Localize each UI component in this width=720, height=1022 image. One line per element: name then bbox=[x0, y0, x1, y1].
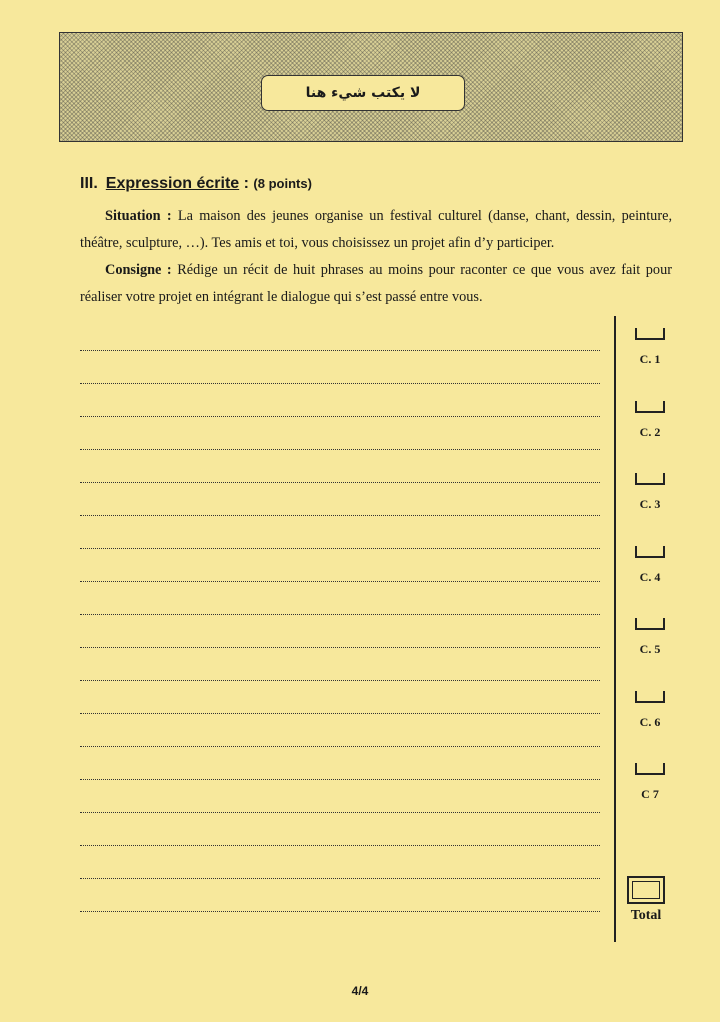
answer-line[interactable] bbox=[80, 780, 600, 813]
criterion-score-box[interactable] bbox=[635, 618, 665, 630]
criterion-4 bbox=[628, 546, 672, 585]
criterion-label: C 7 bbox=[641, 787, 659, 801]
section-heading bbox=[80, 175, 312, 193]
answer-line[interactable] bbox=[80, 615, 600, 648]
answer-line[interactable] bbox=[80, 648, 600, 681]
criterion-label: C. 4 bbox=[639, 569, 661, 584]
situation-label: Situation : bbox=[105, 208, 172, 224]
answer-lines[interactable] bbox=[80, 318, 600, 912]
section-title: Expression écrite bbox=[105, 175, 240, 192]
answer-line[interactable] bbox=[80, 681, 600, 714]
criterion-label: C. 3 bbox=[639, 497, 661, 511]
answer-line[interactable] bbox=[80, 384, 600, 417]
criterion-label: C. 6 bbox=[639, 714, 661, 729]
answer-line[interactable] bbox=[80, 417, 600, 450]
page-number: 4/4 bbox=[351, 984, 369, 998]
criterion-score-box[interactable] bbox=[635, 763, 665, 775]
criterion-7 bbox=[628, 763, 672, 802]
do-not-write-label: لا يكتب شيء هنا bbox=[261, 75, 465, 111]
section-separator: : bbox=[239, 175, 254, 192]
situation-paragraph bbox=[80, 203, 672, 257]
criterion-2 bbox=[628, 401, 672, 440]
criterion-3 bbox=[628, 473, 672, 512]
answer-line[interactable] bbox=[80, 714, 600, 747]
total-label: Total bbox=[630, 908, 662, 923]
consigne-text: Rédige un récit de huit phrases au moins pour raconter ce que vous avez fait pour réaliser votre projet en intégrant le dialogue qui s’est passé entre vous. bbox=[80, 262, 672, 305]
criterion-label: C. 2 bbox=[639, 424, 661, 439]
criterion-score-box[interactable] bbox=[635, 401, 665, 413]
answer-line[interactable] bbox=[80, 582, 600, 615]
consigne-label: Consigne : bbox=[105, 262, 172, 278]
answer-line[interactable] bbox=[80, 549, 600, 582]
section-points: (8 points) bbox=[253, 176, 312, 191]
consigne-paragraph bbox=[80, 257, 672, 311]
criterion-1 bbox=[628, 328, 672, 367]
margin-rule bbox=[614, 316, 616, 942]
situation-text: La maison des jeunes organise un festival culturel (danse, chant, dessin, peinture, théâtre, sculpture, …). Tes amis et toi, vous choisissez un projet afin d’y participer. bbox=[80, 208, 673, 251]
criterion-score-box[interactable] bbox=[635, 473, 665, 485]
answer-line[interactable] bbox=[80, 516, 600, 549]
answer-line[interactable] bbox=[80, 747, 600, 780]
do-not-write-zone bbox=[59, 32, 683, 142]
criterion-label: C. 1 bbox=[639, 352, 661, 366]
total-box[interactable] bbox=[627, 876, 665, 904]
section-number: III. bbox=[80, 175, 98, 192]
answer-line[interactable] bbox=[80, 351, 600, 384]
criterion-5 bbox=[628, 618, 672, 657]
answer-line[interactable] bbox=[80, 450, 600, 483]
criterion-6 bbox=[628, 691, 672, 730]
total-score bbox=[620, 876, 672, 924]
answer-line[interactable] bbox=[80, 813, 600, 846]
answer-line[interactable] bbox=[80, 318, 600, 351]
criterion-score-box[interactable] bbox=[635, 691, 665, 703]
answer-line[interactable] bbox=[80, 483, 600, 516]
criterion-label: C. 5 bbox=[639, 642, 661, 656]
criterion-score-box[interactable] bbox=[635, 328, 665, 340]
answer-line[interactable] bbox=[80, 846, 600, 879]
criterion-score-box[interactable] bbox=[635, 546, 665, 558]
answer-line[interactable] bbox=[80, 879, 600, 912]
